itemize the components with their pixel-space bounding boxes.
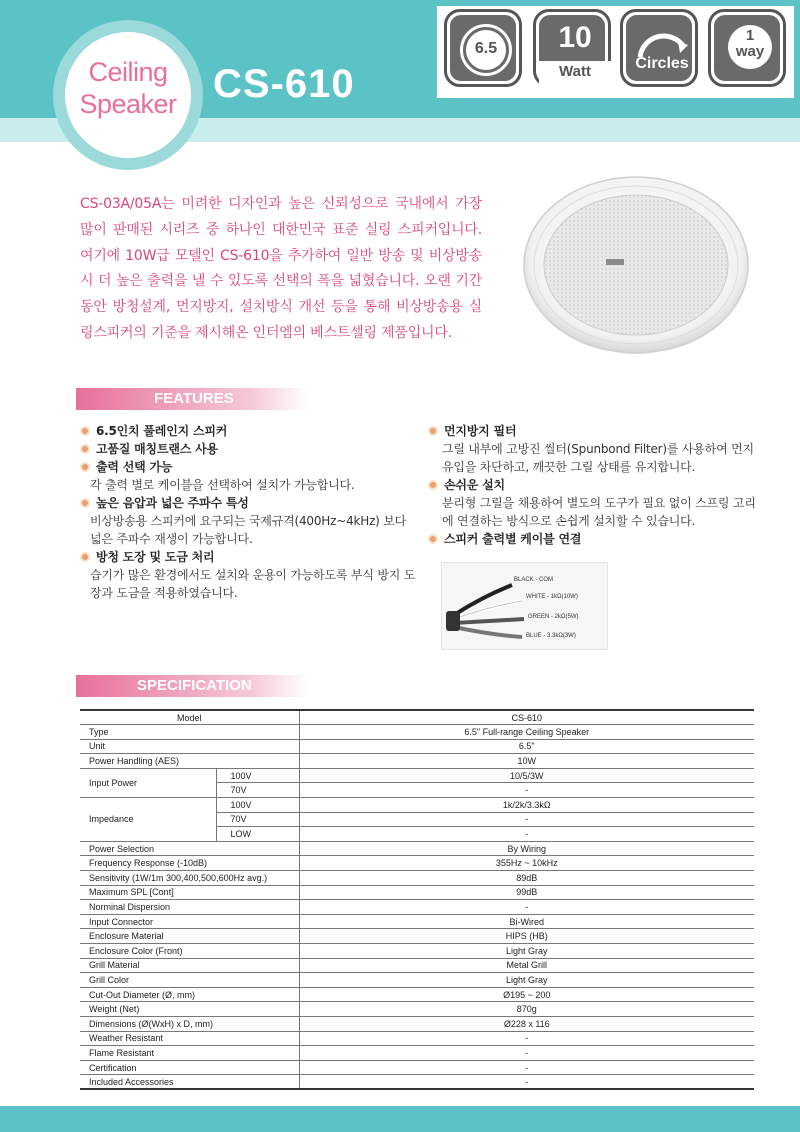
table-row bbox=[80, 1031, 754, 1046]
speaker-size-value: 6.5 bbox=[474, 40, 498, 57]
row-value: By Wiring bbox=[299, 841, 754, 856]
feature-description: 비상방송용 스피커에 요구되는 국제규격(400Hz~4kHz) 보다 넓은 주파수 재생이 가능합니다. bbox=[90, 514, 407, 546]
feature-description: 분리형 그릴을 채용하여 별도의 도구가 필요 없이 스프링 고리에 연결하는 방식으로 손쉽게 설치할 수 있습니다. bbox=[442, 496, 756, 528]
row-label: Grill Color bbox=[80, 973, 299, 988]
row-label: Maximum SPL [Cont] bbox=[80, 885, 299, 900]
wattage-unit: Watt bbox=[559, 63, 591, 80]
table-row bbox=[80, 944, 754, 959]
feature-title: 손쉬운 설치 bbox=[444, 478, 505, 492]
feature-item bbox=[80, 440, 420, 458]
row-value: 870g bbox=[299, 1002, 754, 1017]
model-title: CS-610 bbox=[213, 62, 355, 106]
speaker-size-icon-bg bbox=[450, 15, 516, 81]
feature-description: 각 출력 별로 케이블을 선택하여 설치가 가능합니다. bbox=[90, 478, 355, 492]
row-value: Light Gray bbox=[299, 944, 754, 959]
bullet-icon bbox=[80, 426, 90, 436]
row-value: Ø195 ~ 200 bbox=[299, 987, 754, 1002]
table-row bbox=[80, 798, 754, 813]
table-row bbox=[80, 885, 754, 900]
row-value: - bbox=[299, 827, 754, 842]
wattage-value: 10 bbox=[558, 21, 592, 54]
circles-icon bbox=[620, 9, 698, 87]
row-label: Included Accessories bbox=[80, 1075, 299, 1090]
row-value: 10/5/3W bbox=[299, 768, 754, 783]
table-row bbox=[80, 914, 754, 929]
way-word: way bbox=[735, 43, 765, 60]
feature-title: 스피커 출력별 케이블 연결 bbox=[444, 532, 582, 546]
specification-title: SPECIFICATION bbox=[137, 677, 252, 694]
wattage-icon bbox=[533, 9, 611, 87]
specification-table bbox=[80, 709, 754, 1090]
row-value: 355Hz ~ 10kHz bbox=[299, 856, 754, 871]
table-row bbox=[80, 958, 754, 973]
bullet-icon bbox=[80, 462, 90, 472]
bullet-icon bbox=[80, 444, 90, 454]
row-value: - bbox=[299, 1075, 754, 1090]
header-label: Model bbox=[80, 710, 299, 725]
cable-label-blue: BLUE - 3.3kΩ(3W) bbox=[526, 633, 576, 639]
circles-label: Circles bbox=[635, 55, 689, 72]
row-label: Flame Resistant bbox=[80, 1046, 299, 1061]
row-sublabel: LOW bbox=[216, 827, 299, 842]
bullet-icon bbox=[428, 480, 438, 490]
badge-line-1: Ceiling bbox=[88, 57, 168, 87]
row-label: Power Handling (AES) bbox=[80, 754, 299, 769]
bullet-icon bbox=[80, 552, 90, 562]
spec-bottom-rows bbox=[80, 841, 754, 1089]
row-value: 6.5" Full-range Ceiling Speaker bbox=[299, 725, 754, 740]
row-sublabel: 100V bbox=[216, 768, 299, 783]
row-value: Metal Grill bbox=[299, 958, 754, 973]
row-value: 1k/2k/3.3kΩ bbox=[299, 798, 754, 813]
table-row bbox=[80, 929, 754, 944]
row-label: Grill Material bbox=[80, 958, 299, 973]
feature-item bbox=[428, 422, 763, 476]
feature-description: 습기가 많은 환경에서도 설치와 운용이 가능하도록 부식 방지 도장과 도금을 적용하였습니다. bbox=[90, 568, 416, 600]
footer-band bbox=[0, 1106, 800, 1132]
cable-label-white: WHITE - 1kΩ(10W) bbox=[526, 594, 578, 600]
table-row bbox=[80, 768, 754, 783]
row-label: Weather Resistant bbox=[80, 1031, 299, 1046]
row-value: Light Gray bbox=[299, 973, 754, 988]
row-value: 99dB bbox=[299, 885, 754, 900]
table-row bbox=[80, 1002, 754, 1017]
row-sublabel: 70V bbox=[216, 783, 299, 798]
feature-title: 출력 선택 가능 bbox=[96, 460, 173, 474]
category-badge-text bbox=[66, 56, 190, 120]
table-row bbox=[80, 739, 754, 754]
row-value: - bbox=[299, 900, 754, 915]
table-row bbox=[80, 987, 754, 1002]
cable-diagram bbox=[441, 562, 608, 650]
feature-title: 고품질 매칭트랜스 사용 bbox=[96, 442, 218, 456]
wattage-icon-bg bbox=[539, 15, 605, 81]
table-row bbox=[80, 1046, 754, 1061]
table-row bbox=[80, 1075, 754, 1090]
row-label: Power Selection bbox=[80, 841, 299, 856]
row-sublabel: 100V bbox=[216, 798, 299, 813]
one-way-icon bbox=[708, 9, 786, 87]
table-row bbox=[80, 725, 754, 740]
bullet-icon bbox=[428, 426, 438, 436]
table-row bbox=[80, 841, 754, 856]
row-value: 10W bbox=[299, 754, 754, 769]
header-value: CS-610 bbox=[299, 710, 754, 725]
speaker-size-icon bbox=[444, 9, 522, 87]
speaker-product-image bbox=[516, 175, 760, 359]
feature-item bbox=[80, 458, 420, 494]
table-row bbox=[80, 754, 754, 769]
cable-label-black: BLACK - COM bbox=[514, 577, 554, 583]
feature-title: 6.5인치 풀레인지 스피커 bbox=[96, 424, 228, 438]
table-row bbox=[80, 856, 754, 871]
feature-item bbox=[428, 530, 763, 548]
row-label: Dimensions (Ø(WxH) x D, mm) bbox=[80, 1016, 299, 1031]
row-value: 89dB bbox=[299, 871, 754, 886]
cable-label-green: GREEN - 2kΩ(5W) bbox=[528, 614, 579, 620]
row-label: Input Power bbox=[80, 768, 216, 797]
row-label: Enclosure Material bbox=[80, 929, 299, 944]
one-way-icon-bg bbox=[714, 15, 780, 81]
feature-title: 먼지방지 필터 bbox=[444, 424, 517, 438]
circles-icon-bg bbox=[626, 15, 692, 81]
badge-line-2: Speaker bbox=[79, 89, 177, 119]
row-label: Frequency Response (-10dB) bbox=[80, 856, 299, 871]
row-value: HIPS (HB) bbox=[299, 929, 754, 944]
row-value: - bbox=[299, 1060, 754, 1075]
row-label: Type bbox=[80, 725, 299, 740]
row-label: Enclosure Color (Front) bbox=[80, 944, 299, 959]
table-row bbox=[80, 1016, 754, 1031]
row-sublabel: 70V bbox=[216, 812, 299, 827]
table-row bbox=[80, 1060, 754, 1075]
way-number: 1 bbox=[745, 27, 755, 44]
bullet-icon bbox=[80, 498, 90, 508]
intro-paragraph: CS-03A/05A는 미려한 디자인과 높은 신뢰성으로 국내에서 가장 많이 판매된 시리즈 중 하나인 대한민국 표준 실링 스피커입니다. 여기에 10W급 모델인 CS-610을 추가하여 일반 방송 및 비상방송 시 더 높은 출력을 낼 수 있도록 선택의 폭을 넓혔습니다. 오랜 기간동안 방청설계, 먼지방지, 설치방식 개선 등을 통해 비상방송용 실링스피커의 기준을 제시해온 인터엠의 베스트셀링 제품입니다. bbox=[80, 196, 482, 341]
feature-item bbox=[80, 548, 420, 602]
row-label: Unit bbox=[80, 739, 299, 754]
feature-title: 높은 음압과 넓은 주파수 특성 bbox=[96, 496, 249, 510]
table-header-row bbox=[80, 710, 754, 725]
row-label: Norminal Dispersion bbox=[80, 900, 299, 915]
row-value: - bbox=[299, 783, 754, 798]
row-label: Sensitivity (1W/1m 300,400,500,600Hz avg.) bbox=[80, 871, 299, 886]
row-label: Input Connector bbox=[80, 914, 299, 929]
row-value: - bbox=[299, 812, 754, 827]
features-title: FEATURES bbox=[154, 390, 234, 407]
row-value: Bi-Wired bbox=[299, 914, 754, 929]
row-label: Cut-Out Diameter (Ø, mm) bbox=[80, 987, 299, 1002]
table-row bbox=[80, 871, 754, 886]
row-value: 6.5" bbox=[299, 739, 754, 754]
feature-title: 방청 도장 및 도금 처리 bbox=[96, 550, 215, 564]
feature-description: 그릴 내부에 고방진 씰터(Spunbond Filter)를 사용하여 먼지 유입을 차단하고, 깨끗한 그릴 상태를 유지합니다. bbox=[442, 442, 754, 474]
feature-item bbox=[428, 476, 763, 530]
features-left-column bbox=[80, 422, 420, 602]
table-row bbox=[80, 900, 754, 915]
features-right-column bbox=[428, 422, 763, 548]
row-value: Ø228 x 116 bbox=[299, 1016, 754, 1031]
row-value: - bbox=[299, 1046, 754, 1061]
bullet-icon bbox=[428, 534, 438, 544]
row-label: Weight (Net) bbox=[80, 1002, 299, 1017]
row-label: Impedance bbox=[80, 798, 216, 842]
feature-item bbox=[80, 422, 420, 440]
row-label: Certification bbox=[80, 1060, 299, 1075]
row-value: - bbox=[299, 1031, 754, 1046]
table-row bbox=[80, 973, 754, 988]
feature-item bbox=[80, 494, 420, 548]
